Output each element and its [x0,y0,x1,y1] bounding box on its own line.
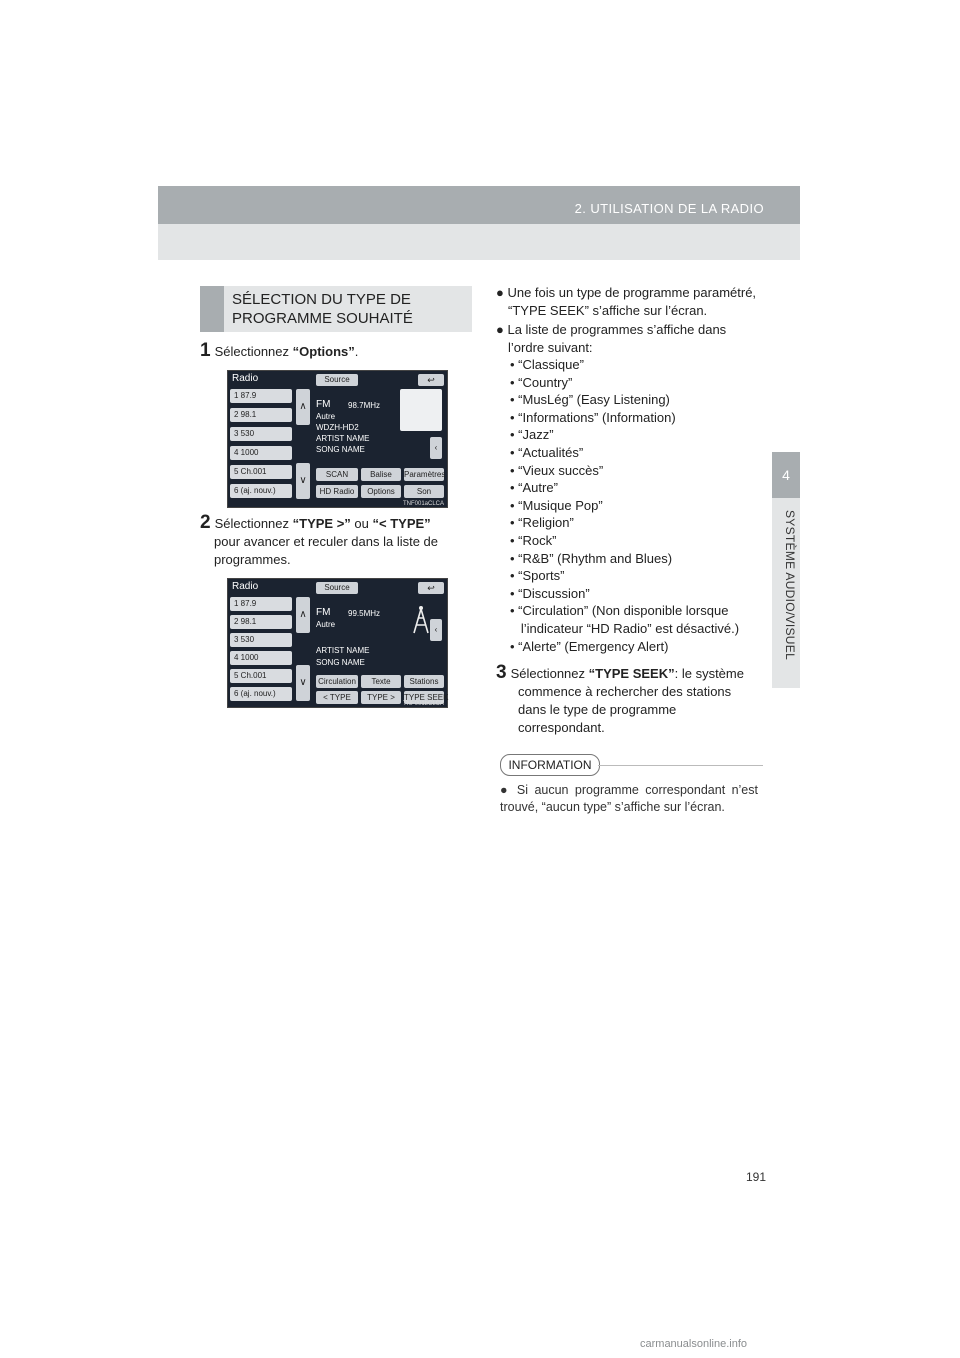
tune-up-icon[interactable]: ∧ [296,389,310,425]
genre-label: Autre [316,412,336,421]
preset-button[interactable]: 3 530 [230,633,292,647]
bullet-program-list: ● La liste de programmes s’affiche dans l’ordre suivant: [496,322,727,355]
list-item: • “MusLég” (Easy Listening) [510,392,670,408]
list-item: • “R&B” (Rhythm and Blues) [510,550,673,566]
stations-button[interactable]: Stations [404,675,444,688]
artist-name: ARTIST NAME [316,434,370,443]
settings-button[interactable]: Paramètres [404,470,446,479]
radio-screen-2 [227,578,448,708]
list-item: • “Country” [510,374,573,390]
type-prev-button[interactable]: < TYPE [316,691,358,704]
page-number: 191 [746,1170,767,1184]
bullet-icon: ● [496,322,508,337]
tune-down-icon[interactable]: ∨ [296,463,310,499]
list-item: • “Alerte” (Emergency Alert) [510,638,669,654]
traffic-button[interactable]: Circulation [316,675,358,688]
back-icon[interactable]: ↩ [418,582,444,594]
type-seek-button[interactable]: TYPE SEEK [404,693,449,702]
step-number: 3 [496,662,507,683]
program-type-list [510,356,739,655]
preset-button[interactable]: 2 98.1 [230,615,292,629]
screen-title: Radio [232,373,259,384]
list-item: • “Rock” [510,532,557,548]
information-badge: INFORMATION [500,754,600,776]
preset-button[interactable]: 2 98.1 [230,408,292,422]
information-divider [598,765,763,766]
preset-button[interactable]: 5 Ch.001 [230,465,292,479]
band-label: FM [316,399,331,410]
preset-button[interactable]: 3 530 [230,427,292,441]
source-button[interactable]: Source [316,582,358,594]
band-label: FM [316,607,331,618]
tune-up-icon[interactable]: ∧ [296,597,310,633]
artist-name: ARTIST NAME [316,646,370,655]
preset-button[interactable]: 5 Ch.001 [230,669,292,683]
step-3: 3 Sélectionnez “TYPE SEEK”: le système commence à rechercher des stations dans le type de programme correspondant. [496,662,744,735]
preset-button[interactable]: 6 (aj. nouv.) [230,687,292,701]
step-number: 2 [200,512,211,533]
options-button[interactable]: Options [361,485,401,498]
side-chevron-icon[interactable]: ‹ [430,437,442,459]
text-button[interactable]: Texte [361,675,401,688]
section-heading-bar [200,286,224,332]
source-button[interactable]: Source [316,374,358,386]
tag-button[interactable]: Balise [361,468,401,481]
side-chevron-icon[interactable]: ‹ [430,619,442,641]
preset-button[interactable]: 6 (aj. nouv.) [230,484,292,498]
step-1: 1 Sélectionnez “Options”. [200,340,359,361]
list-item: • “Discussion” [510,585,590,601]
frequency: 99.5MHz [348,609,381,618]
song-name: SONG NAME [316,658,365,667]
bullet-type-seek: ● Une fois un type de programme paramétré, “TYPE SEEK” s’affiche sur l’écran. [496,285,757,318]
list-item: • “Autre” [510,480,558,496]
figure-code: TNF001bCLCA [402,701,444,707]
hd-radio-button[interactable]: HD Radio [316,485,358,498]
album-art [400,389,442,431]
genre-label: Autre [316,620,336,629]
list-item: • “Informations” (Information) [510,409,676,425]
station-name: WDZH-HD2 [316,423,359,432]
list-item: l’indicateur “HD Radio” est désactivé.) [510,620,740,636]
section-heading [200,286,472,332]
type-next-button[interactable]: TYPE > [361,691,401,704]
preset-button[interactable]: 1 87.9 [230,597,292,611]
list-item: • “Jazz” [510,427,554,443]
list-item: • “Vieux succès” [510,462,604,478]
header-band [158,186,800,224]
information-text: ● Si aucun programme correspondant n’est trouvé, “aucun type” s’affiche sur l’écran. [500,783,758,814]
song-name: SONG NAME [316,445,365,454]
list-item: • “Classique” [510,357,584,372]
screen-title: Radio [232,581,259,592]
chapter-tab-number: 4 [772,452,800,498]
list-item: • “Actualités” [510,444,584,460]
bullet-icon: ● [496,285,508,300]
sound-button[interactable]: Son [404,485,444,498]
list-item: • “Musique Pop” [510,497,603,513]
preset-button[interactable]: 4 1000 [230,446,292,460]
step-2: 2 Sélectionnez “TYPE >” ou “< TYPE” pour avancer et reculer dans la liste de programmes. [200,512,439,567]
tune-down-icon[interactable]: ∨ [296,665,310,701]
section-title-line1: SÉLECTION DU TYPE DE [232,291,411,308]
header-subband [158,224,800,260]
list-item: • “Circulation” (Non disponible lorsque [510,603,729,619]
radio-screen-1 [227,370,448,508]
list-item: • “Sports” [510,568,565,584]
watermark: carmanualsonline.info [640,1338,748,1350]
frequency: 98.7MHz [348,401,381,410]
back-icon[interactable]: ↩ [418,374,444,386]
figure-code: TNF001aCLCA [402,501,444,507]
chapter-tab-label: SYSTÈME AUDIO/VISUEL [783,510,797,661]
scan-button[interactable]: SCAN [316,468,358,481]
preset-button[interactable]: 4 1000 [230,651,292,665]
step-number: 1 [200,340,211,361]
list-item: • “Religion” [510,515,574,531]
chapter-title: 2. UTILISATION DE LA RADIO [574,201,764,216]
section-title-line2: PROGRAMME SOUHAITÉ [232,310,413,327]
preset-button[interactable]: 1 87.9 [230,389,292,403]
